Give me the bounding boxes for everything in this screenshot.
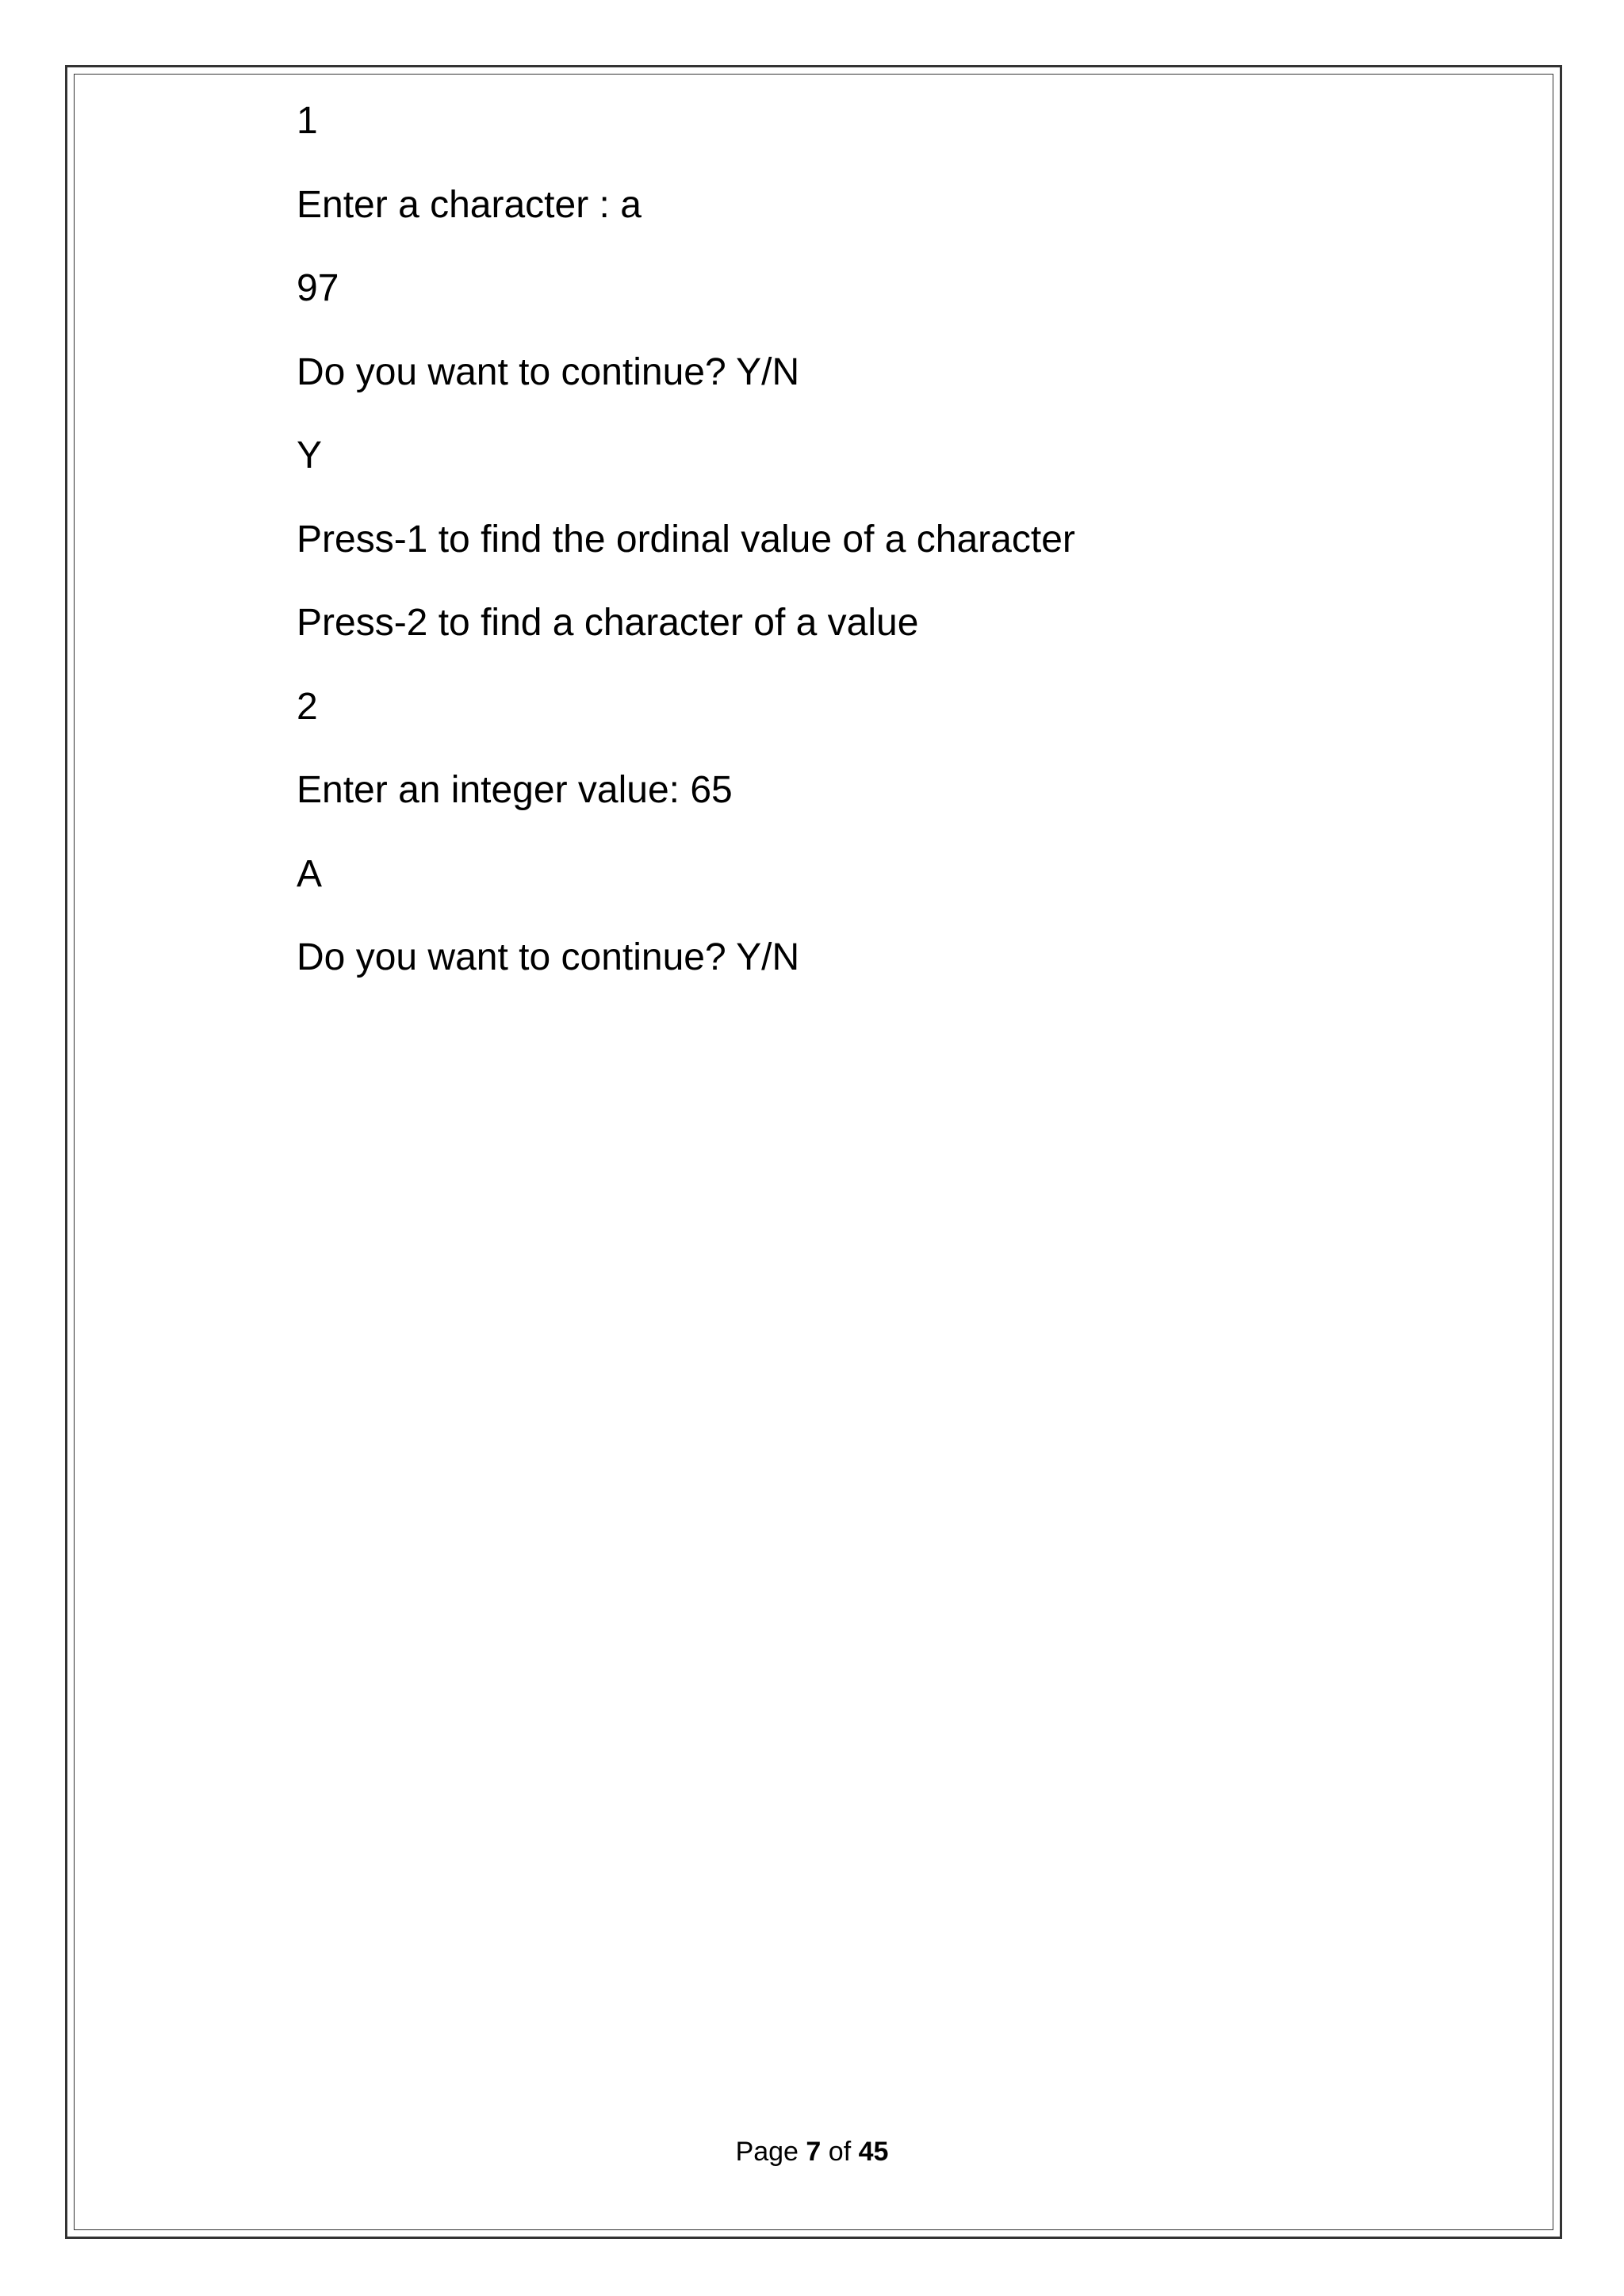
console-line: 97 xyxy=(297,267,339,309)
console-line: Press-1 to find the ordinal value of a character xyxy=(297,518,1075,561)
footer-of-word: of xyxy=(828,2137,852,2167)
console-line: Do you want to continue? Y/N xyxy=(297,936,800,978)
console-line: Enter an integer value: 65 xyxy=(297,769,733,811)
console-line: 1 xyxy=(297,100,318,142)
console-line: 2 xyxy=(297,685,318,728)
footer-total-pages: 45 xyxy=(858,2137,889,2167)
console-line: Do you want to continue? Y/N xyxy=(297,350,800,393)
console-line: Press-2 to find a character of a value xyxy=(297,602,919,644)
console-output xyxy=(297,98,1486,1019)
console-line: Y xyxy=(297,434,323,476)
console-line: A xyxy=(297,852,323,895)
page-footer xyxy=(0,2136,1624,2168)
footer-page-number: 7 xyxy=(806,2137,822,2167)
console-line: Enter a character : a xyxy=(297,183,642,226)
footer-page-word: Page xyxy=(735,2137,799,2167)
